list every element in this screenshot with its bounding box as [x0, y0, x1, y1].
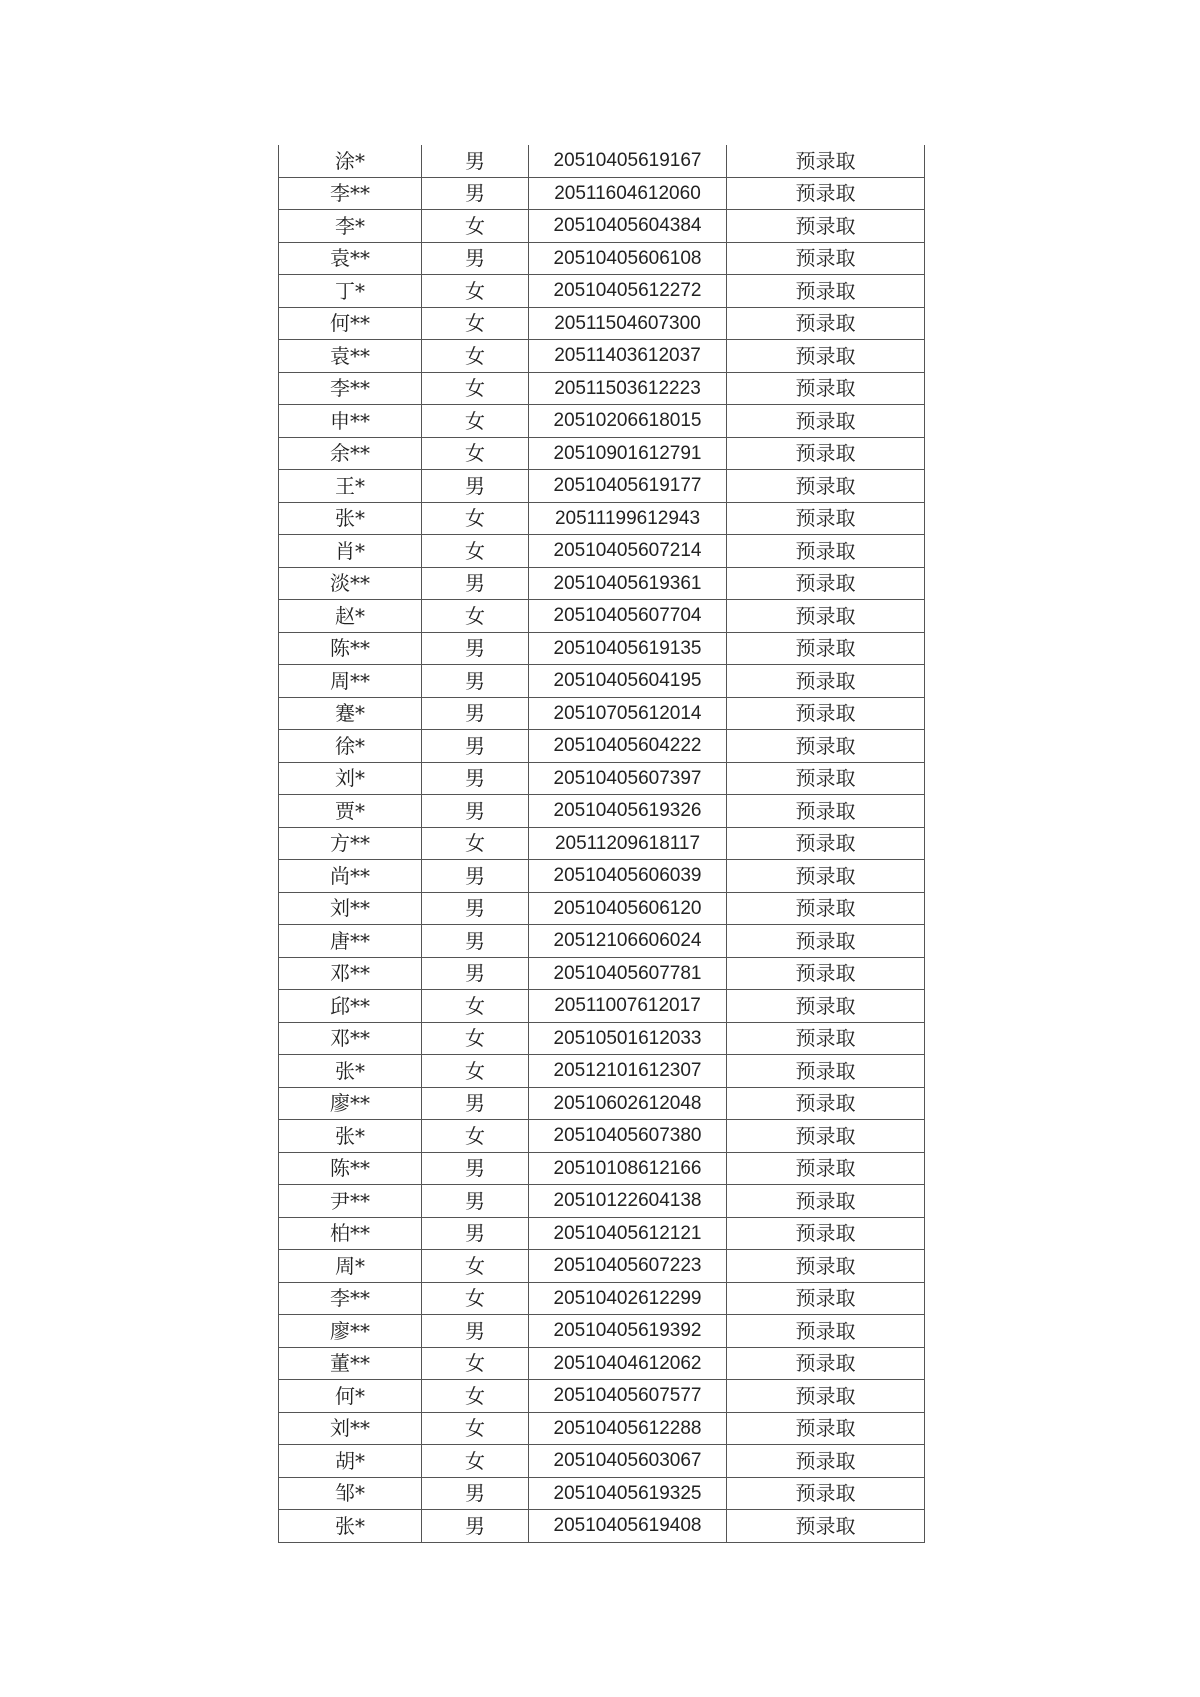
student-name-cell: 方**: [279, 827, 422, 860]
exam-number-cell: 20510404612062: [529, 1347, 727, 1380]
table-row: [279, 210, 925, 243]
gender-cell: 男: [422, 1217, 529, 1250]
admission-status-cell: 预录取: [727, 502, 925, 535]
student-name-cell: 袁**: [279, 340, 422, 373]
table-row: [279, 340, 925, 373]
gender-cell: 女: [422, 1445, 529, 1478]
gender-cell: 女: [422, 275, 529, 308]
admission-status-cell: 预录取: [727, 372, 925, 405]
exam-number-cell: 20510405607380: [529, 1120, 727, 1153]
admission-status-cell: 预录取: [727, 177, 925, 210]
table-row: [279, 1477, 925, 1510]
table-row: [279, 372, 925, 405]
table-row: [279, 307, 925, 340]
table-row: [279, 1120, 925, 1153]
admission-status-cell: 预录取: [727, 730, 925, 763]
student-name-cell: 张*: [279, 1120, 422, 1153]
exam-number-cell: 20510405604195: [529, 665, 727, 698]
student-name-cell: 刘**: [279, 1412, 422, 1445]
table-row: [279, 1282, 925, 1315]
table-row: [279, 1022, 925, 1055]
gender-cell: 男: [422, 860, 529, 893]
table-row: [279, 1185, 925, 1218]
admission-status-cell: 预录取: [727, 957, 925, 990]
table-row: [279, 1412, 925, 1445]
admission-status-cell: 预录取: [727, 405, 925, 438]
gender-cell: 男: [422, 145, 529, 177]
gender-cell: 女: [422, 1022, 529, 1055]
student-name-cell: 刘*: [279, 762, 422, 795]
gender-cell: 女: [422, 990, 529, 1023]
admission-status-cell: 预录取: [727, 665, 925, 698]
gender-cell: 男: [422, 1510, 529, 1543]
gender-cell: 女: [422, 600, 529, 633]
gender-cell: 男: [422, 1477, 529, 1510]
student-name-cell: 尹**: [279, 1185, 422, 1218]
admission-status-cell: 预录取: [727, 1055, 925, 1088]
exam-number-cell: 20510405607214: [529, 535, 727, 568]
exam-number-cell: 20510405619177: [529, 470, 727, 503]
admission-status-cell: 预录取: [727, 1315, 925, 1348]
exam-number-cell: 20510405606039: [529, 860, 727, 893]
table-row: [279, 405, 925, 438]
student-name-cell: 董**: [279, 1347, 422, 1380]
admission-status-cell: 预录取: [727, 1282, 925, 1315]
exam-number-cell: 20510402612299: [529, 1282, 727, 1315]
gender-cell: 女: [422, 372, 529, 405]
student-name-cell: 周**: [279, 665, 422, 698]
exam-number-cell: 20511209618117: [529, 827, 727, 860]
gender-cell: 女: [422, 1250, 529, 1283]
student-name-cell: 张*: [279, 1510, 422, 1543]
student-name-cell: 淡**: [279, 567, 422, 600]
student-name-cell: 李*: [279, 210, 422, 243]
gender-cell: 女: [422, 1347, 529, 1380]
student-name-cell: 陈**: [279, 1152, 422, 1185]
exam-number-cell: 20512101612307: [529, 1055, 727, 1088]
table-row: [279, 762, 925, 795]
student-name-cell: 涂*: [279, 145, 422, 177]
admission-status-cell: 预录取: [727, 1250, 925, 1283]
admission-status-cell: 预录取: [727, 1217, 925, 1250]
table-row: [279, 1347, 925, 1380]
student-name-cell: 尚**: [279, 860, 422, 893]
gender-cell: 男: [422, 242, 529, 275]
admission-status-cell: 预录取: [727, 1120, 925, 1153]
admission-status-cell: 预录取: [727, 1152, 925, 1185]
exam-number-cell: 20511604612060: [529, 177, 727, 210]
admission-status-cell: 预录取: [727, 1445, 925, 1478]
gender-cell: 女: [422, 827, 529, 860]
gender-cell: 女: [422, 1282, 529, 1315]
gender-cell: 女: [422, 307, 529, 340]
admission-status-cell: 预录取: [727, 1347, 925, 1380]
gender-cell: 男: [422, 470, 529, 503]
gender-cell: 女: [422, 1055, 529, 1088]
student-name-cell: 丁*: [279, 275, 422, 308]
gender-cell: 男: [422, 925, 529, 958]
student-name-cell: 蹇*: [279, 697, 422, 730]
exam-number-cell: 20510405619326: [529, 795, 727, 828]
student-name-cell: 李**: [279, 177, 422, 210]
table-row: [279, 957, 925, 990]
gender-cell: 女: [422, 1380, 529, 1413]
exam-number-cell: 20510206618015: [529, 405, 727, 438]
student-name-cell: 陈**: [279, 632, 422, 665]
admission-status-cell: 预录取: [727, 275, 925, 308]
student-name-cell: 袁**: [279, 242, 422, 275]
student-name-cell: 张*: [279, 502, 422, 535]
exam-number-cell: 20510405619325: [529, 1477, 727, 1510]
student-name-cell: 刘**: [279, 892, 422, 925]
table-row: [279, 827, 925, 860]
admission-status-cell: 预录取: [727, 795, 925, 828]
exam-number-cell: 20510405619167: [529, 145, 727, 177]
table-row: [279, 1510, 925, 1543]
exam-number-cell: 20510405606120: [529, 892, 727, 925]
student-name-cell: 唐**: [279, 925, 422, 958]
admission-table-body: [279, 145, 925, 1542]
table-row: [279, 665, 925, 698]
table-row: [279, 1087, 925, 1120]
table-row: [279, 535, 925, 568]
gender-cell: 女: [422, 437, 529, 470]
gender-cell: 女: [422, 1412, 529, 1445]
exam-number-cell: 20510405619392: [529, 1315, 727, 1348]
student-name-cell: 王*: [279, 470, 422, 503]
table-row: [279, 1315, 925, 1348]
student-name-cell: 廖**: [279, 1087, 422, 1120]
table-row: [279, 1250, 925, 1283]
exam-number-cell: 20511007612017: [529, 990, 727, 1023]
admission-status-cell: 预录取: [727, 567, 925, 600]
student-name-cell: 申**: [279, 405, 422, 438]
student-name-cell: 李**: [279, 372, 422, 405]
gender-cell: 男: [422, 762, 529, 795]
student-name-cell: 廖**: [279, 1315, 422, 1348]
admission-status-cell: 预录取: [727, 632, 925, 665]
table-row: [279, 437, 925, 470]
table-row: [279, 697, 925, 730]
exam-number-cell: 20510405607577: [529, 1380, 727, 1413]
exam-number-cell: 20510705612014: [529, 697, 727, 730]
admission-status-cell: 预录取: [727, 600, 925, 633]
student-name-cell: 周*: [279, 1250, 422, 1283]
admission-status-cell: 预录取: [727, 925, 925, 958]
gender-cell: 男: [422, 1087, 529, 1120]
table-row: [279, 1380, 925, 1413]
gender-cell: 男: [422, 567, 529, 600]
exam-number-cell: 20510405612288: [529, 1412, 727, 1445]
admission-status-cell: 预录取: [727, 307, 925, 340]
gender-cell: 女: [422, 405, 529, 438]
table-row: [279, 275, 925, 308]
table-row: [279, 990, 925, 1023]
student-name-cell: 赵*: [279, 600, 422, 633]
exam-number-cell: 20510901612791: [529, 437, 727, 470]
admission-status-cell: 预录取: [727, 990, 925, 1023]
table-row: [279, 892, 925, 925]
admission-status-cell: 预录取: [727, 340, 925, 373]
exam-number-cell: 20510405619135: [529, 632, 727, 665]
exam-number-cell: 20510501612033: [529, 1022, 727, 1055]
exam-number-cell: 20510405603067: [529, 1445, 727, 1478]
gender-cell: 男: [422, 1315, 529, 1348]
table-row: [279, 242, 925, 275]
gender-cell: 女: [422, 340, 529, 373]
student-name-cell: 张*: [279, 1055, 422, 1088]
table-row: [279, 145, 925, 177]
student-name-cell: 徐*: [279, 730, 422, 763]
student-name-cell: 邹*: [279, 1477, 422, 1510]
student-name-cell: 李**: [279, 1282, 422, 1315]
gender-cell: 男: [422, 957, 529, 990]
table-row: [279, 1152, 925, 1185]
admission-status-cell: 预录取: [727, 437, 925, 470]
exam-number-cell: 20510405607223: [529, 1250, 727, 1283]
table-row: [279, 860, 925, 893]
student-name-cell: 何*: [279, 1380, 422, 1413]
table-row: [279, 567, 925, 600]
student-name-cell: 何**: [279, 307, 422, 340]
table-row: [279, 795, 925, 828]
gender-cell: 男: [422, 1185, 529, 1218]
gender-cell: 男: [422, 632, 529, 665]
student-name-cell: 邓**: [279, 1022, 422, 1055]
student-name-cell: 柏**: [279, 1217, 422, 1250]
gender-cell: 男: [422, 177, 529, 210]
exam-number-cell: 20511503612223: [529, 372, 727, 405]
admission-status-cell: 预录取: [727, 210, 925, 243]
gender-cell: 男: [422, 697, 529, 730]
gender-cell: 男: [422, 730, 529, 763]
admission-status-cell: 预录取: [727, 145, 925, 177]
exam-number-cell: 20510405607704: [529, 600, 727, 633]
table-row: [279, 1055, 925, 1088]
admission-status-cell: 预录取: [727, 860, 925, 893]
student-name-cell: 邓**: [279, 957, 422, 990]
student-name-cell: 贾*: [279, 795, 422, 828]
table-row: [279, 177, 925, 210]
admission-status-cell: 预录取: [727, 697, 925, 730]
admission-status-cell: 预录取: [727, 1412, 925, 1445]
table-row: [279, 600, 925, 633]
admission-status-cell: 预录取: [727, 1185, 925, 1218]
table-row: [279, 470, 925, 503]
student-name-cell: 邱**: [279, 990, 422, 1023]
table-row: [279, 632, 925, 665]
gender-cell: 女: [422, 535, 529, 568]
exam-number-cell: 20510405612121: [529, 1217, 727, 1250]
admission-status-cell: 预录取: [727, 1477, 925, 1510]
gender-cell: 男: [422, 892, 529, 925]
admission-status-cell: 预录取: [727, 242, 925, 275]
gender-cell: 男: [422, 795, 529, 828]
table-row: [279, 730, 925, 763]
exam-number-cell: 20510602612048: [529, 1087, 727, 1120]
exam-number-cell: 20510405604222: [529, 730, 727, 763]
exam-number-cell: 20510405619361: [529, 567, 727, 600]
gender-cell: 男: [422, 1152, 529, 1185]
exam-number-cell: 20510405606108: [529, 242, 727, 275]
exam-number-cell: 20510405607397: [529, 762, 727, 795]
admission-status-cell: 预录取: [727, 470, 925, 503]
exam-number-cell: 20511403612037: [529, 340, 727, 373]
student-name-cell: 肖*: [279, 535, 422, 568]
admission-status-cell: 预录取: [727, 1022, 925, 1055]
exam-number-cell: 20510405607781: [529, 957, 727, 990]
admission-status-cell: 预录取: [727, 1510, 925, 1543]
gender-cell: 女: [422, 1120, 529, 1153]
exam-number-cell: 20512106606024: [529, 925, 727, 958]
table-row: [279, 1445, 925, 1478]
table-row: [279, 1217, 925, 1250]
gender-cell: 女: [422, 502, 529, 535]
admission-table: [278, 145, 925, 1543]
student-name-cell: 胡*: [279, 1445, 422, 1478]
admission-status-cell: 预录取: [727, 762, 925, 795]
exam-number-cell: 20511199612943: [529, 502, 727, 535]
admission-status-cell: 预录取: [727, 827, 925, 860]
exam-number-cell: 20510405604384: [529, 210, 727, 243]
admission-status-cell: 预录取: [727, 535, 925, 568]
admission-status-cell: 预录取: [727, 1380, 925, 1413]
exam-number-cell: 20510122604138: [529, 1185, 727, 1218]
exam-number-cell: 20511504607300: [529, 307, 727, 340]
admission-status-cell: 预录取: [727, 1087, 925, 1120]
gender-cell: 女: [422, 210, 529, 243]
gender-cell: 男: [422, 665, 529, 698]
exam-number-cell: 20510108612166: [529, 1152, 727, 1185]
student-name-cell: 余**: [279, 437, 422, 470]
exam-number-cell: 20510405619408: [529, 1510, 727, 1543]
exam-number-cell: 20510405612272: [529, 275, 727, 308]
table-row: [279, 925, 925, 958]
table-row: [279, 502, 925, 535]
admission-status-cell: 预录取: [727, 892, 925, 925]
